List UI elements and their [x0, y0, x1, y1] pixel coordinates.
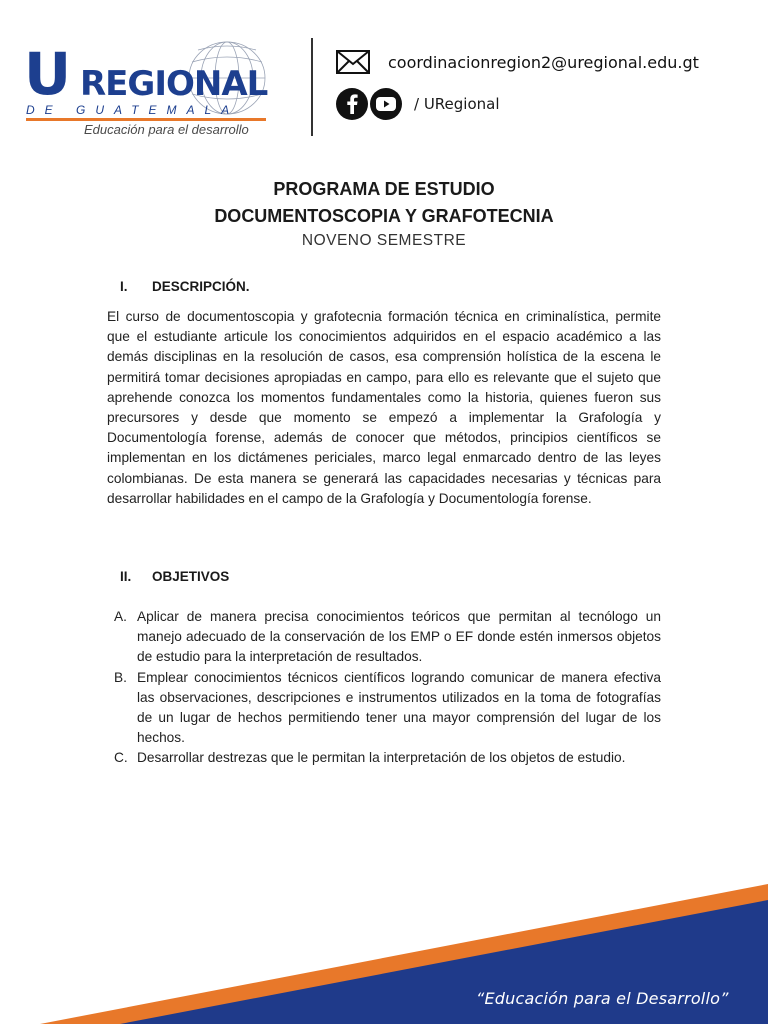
section-number: II. [120, 569, 132, 584]
description-paragraph: El curso de documentoscopia y grafotecnia formación técnica en criminalística, permite que el estudiante articule los conocimientos adquiridos en el espacio académico a las demás disciplinas en la resolución de casos, esa comprensión holística de la escena le permitirá tomar decisiones apropiadas en campo, para ello es relevante que el sujeto que aprehende conozca los momentos fundamentales como la historia, quienes fueron sus precursores y desde que momento se empezó a implementar la Grafología y Documentología forense, además de conocer que métodos, principios científicos se implementan en los dictámenes periciales, marco legal enmarcado dentro de las leyes colombianas. De esta manera se generará las capacidades necesarias y técnicas para desarrollar habilidades en el campo de la Grafología y Documentología forense. [107, 309, 661, 506]
facebook-icon[interactable] [336, 88, 368, 120]
document-title: PROGRAMA DE ESTUDIO [273, 179, 495, 199]
list-item-letter: C. [114, 750, 128, 766]
youtube-icon[interactable] [370, 88, 402, 120]
list-item [114, 748, 661, 768]
footer-quote: “Educación para el Desarrollo” [476, 989, 729, 1008]
list-item [114, 668, 661, 749]
section-number: I. [120, 279, 128, 294]
social-handle[interactable]: / URegional [414, 95, 500, 113]
section-title: OBJETIVOS [152, 569, 230, 584]
section-heading-objetivos [120, 569, 229, 584]
logo-letter-u: U [24, 40, 70, 108]
email-contact [336, 50, 699, 74]
list-item [114, 607, 661, 668]
logo-underline [26, 118, 266, 121]
mail-icon [336, 50, 370, 74]
list-item-text: Desarrollar destrezas que le permitan la interpretación de los objetos de estudio. [137, 750, 626, 766]
section-title: DESCRIPCIÓN. [152, 279, 250, 294]
list-item-letter: A. [114, 609, 127, 624]
list-item-text: Emplear conocimientos técnicos científicos logrando comunicar de manera efectiva las observaciones, descripciones e instrumentos utilizados en la toma de fotografías de un lugar de hechos permitiendo tener una mayor comprensión del lugar de los hechos. [137, 669, 661, 746]
section-heading-descripcion [120, 279, 250, 294]
objectives-list [114, 607, 661, 769]
logo-wordmark: REGIONAL [80, 64, 268, 104]
list-item-text: Aplicar de manera precisa conocimientos teóricos que permitan al tecnólogo un manejo adecuado de la conservación de los EMP o EF donde estén inmersos objetos de estudio para la interpretación de resultados. [137, 609, 661, 665]
logo-tagline: Educación para el desarrollo [84, 122, 249, 137]
list-item-letter: B. [114, 669, 127, 685]
logo-subtitle: DE GUATEMALA [26, 103, 240, 117]
email-address[interactable]: coordinacionregion2@uregional.edu.gt [388, 52, 699, 72]
uregional-logo [22, 38, 272, 138]
header-divider [311, 38, 313, 136]
course-title: DOCUMENTOSCOPIA Y GRAFOTECNIA [214, 206, 554, 226]
social-contact [336, 88, 500, 120]
semester-subtitle: NOVENO SEMESTRE [301, 232, 467, 249]
